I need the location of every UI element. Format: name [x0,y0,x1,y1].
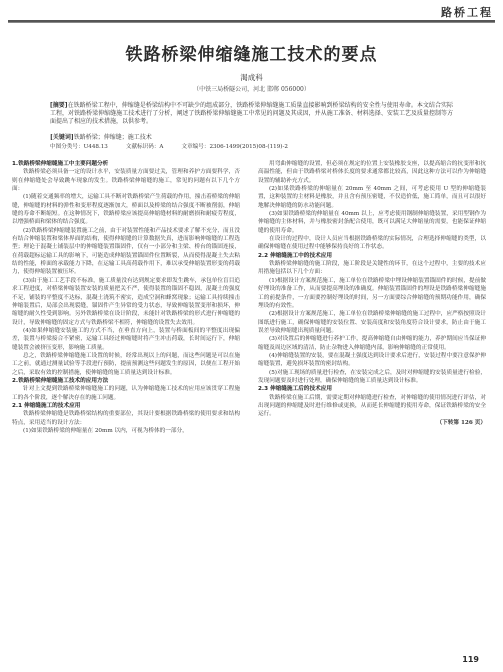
body-paragraph: 铁路桥梁伸缩缝的施工阶段，施工阶段是关键性的环节，在这个过程中，主要的技术应用措施包括以下几个方面： [258,261,486,276]
body-paragraph: (5)对施工现场的质量进行检查，在安装完成之后，及时对伸缩缝的安装质量进行检验，发现问题要及时进行处理，确保伸缩缝的施工质量达到设计标准。 [258,369,486,384]
body-paragraph: (2)根据设计方案规范施工，施工单位在铁路桥梁伸缩缝的施工过程中，应严格按照设计图纸进行施工，确保伸缩缝的安装位置、安装高度和安装角度符合设计要求，防止由于施工误差导致伸缩缝出现质量问题。 [258,311,486,334]
abstract [50,102,453,126]
document-code: 文献标识码：A [125,144,164,150]
abstract-text: 在铁路桥梁工程中，伸缩缝是桥梁结构中不可缺少的组成部分，铁路桥梁伸缩缝施工质量直接影响到桥梁结构的安全性与使用寿命。本文结合实际工程，对铁路桥梁伸缩缝施工技术进行了分析，阐述了铁路桥梁伸缩缝施工中常见的问题及其成因，并从施工准备、材料选择、安装工艺及质量控制等方面提出了相应的技术措施，以供参考。 [50,102,453,125]
body-paragraph: 总之，铁路桥梁伸缩缝施工设置的时候，经常出现以上的问题，而这些问题是可以在施工之前，就通过测量试验等手段进行预防，提前预测这些问题发生的原因，以便在工程开始之后，采取有效的控制措施，使伸缩缝的施工质量达到设计标准。 [12,352,240,376]
body-paragraph: 铁路桥梁伸缩缝是铁路桥梁结构的重要部位，其设计要根据铁路桥梁的使用要求和结构特点，采用适当的设计方法： [12,411,240,426]
journal-section-tag: 路桥工程 [441,6,493,19]
article-number: 文章编号：2306-1499(2015)08-(119)-2 [181,144,288,150]
section-heading: 2.3 伸缩缝施工后的技术应用 [258,386,333,393]
body-paragraph: (3)对设置后的伸缩缝进行养护工作，提高伸缩缝自由伸缩的能力，养护期间应当保证伸缩缝及周边区域的清洁，防止杂物进入伸缩缝内部，影响伸缩缝的正常使用。 [258,336,486,351]
body-paragraph: (3)如果铁路桥梁的伸缩量在 40mm 以上，应考虑使用钢制伸缩缝装置，采用型钢作为伸缩缝的主体材料，并与橡胶密封条配合使用，既可以满足大伸缩量的需要，也能保证伸缩缝的使用寿命。 [258,211,486,234]
section-heading: 1.铁路桥梁伸缩缝施工中主要问题分析 [12,161,109,167]
body-paragraph: (4)伸缩缝装置的安装，要在混凝土强度达到设计要求后进行，安装过程中要注意保护伸缩缝装置，避免损坏装置的密封结构。 [258,352,486,368]
section-heading: 2.铁路桥梁伸缩缝施工技术的应用方法 [12,377,109,384]
section-heading: 2.1 伸缩缝施工的技术应用 [12,402,81,409]
body-paragraph: (4)如果伸缩缝安装施工的方式不当，在垂直方向上，装置与桥面板间的平整度出现偏差，装置与桥梁接合不紧密，运输工具经过伸缩缝时将产生冲击荷载，长时间运行下，伸缩缝装置会被挤压变形，影响施工质量。 [12,327,240,351]
abstract-label: [摘要] [50,102,68,109]
body-paragraph: 在设计的过程中，设计人员应当根据铁路桥梁的实际情况，合理选择伸缩缝的类型，以确保伸缩缝在使用过程中能够保持良好的工作状态。 [258,236,486,251]
article-meta [50,142,453,150]
body-paragraph: 用弯曲伸缩缝的设置，但必须在规定的位置上安装橡胶支座，以提高缩合的抗变形和抗高温性能，但由于铁路桥梁对桥体长度的要求通常都比较高，因此这种方法可以作为伸缩缝设置的辅助补充方式。 [258,161,486,184]
clc-number: 中图分类号：U448.13 [50,144,108,150]
body-paragraph: 铁路桥梁必须具备一定的设计水平，安装质量方面要过关，管理和养护方面要科学，否则在伸缩缝处会导致跳车现象的发生。铁路桥梁伸缩缝的施工，常见的问题有以下几个方面： [12,169,240,193]
body-paragraph: (1)随着交通频率的增大，运输工具不断对铁路桥梁产生荷载的作用，撞击着桥梁的伸缩缝，伸缩缝的材料的弹性和变形程度逐渐加大，桥面以及桥梁的结合强度不断被削弱，伸缩缝的寿命不断缩短。在这种情况下，铁路桥梁应该提高伸缩缝材料的耐磨损和耐疲劳程度，以增强桥面和梁体的结合强度。 [12,194,240,226]
article-title: 铁路桥梁伸缩缝施工技术的要点 [125,45,378,65]
body-paragraph: (3)由于施工工艺手段不标准，施工质量没有达到规定要求即发生跳车，承包单位盲目追求工程进度，对桥梁伸缩装置安装的质量把关不严，使得装置的锚固不稳固，混凝土的强度不足，铺装的平整度不达标，混凝土浇筑不密实，造成空洞和蜂窝现象；运输工具持续撞击伸缩装置后，局部会出现裂缝，锚固件产生异常的受力状态，导致伸缩装置变形和损坏，伸缩缝的耐久性受到影响。另外铁路桥梁在设计阶段，未能针对铁路桥梁的形式进行伸缩缝的设计，导致伸缩缝的固定方式与铁路桥梁不相符，伸缩缝的设置失去效用。 [12,277,240,326]
keywords-label: [关键词] [50,134,74,141]
body-paragraph: 铁路桥梁在施工后期，需要定期对伸缩缝进行检查，对伸缩缝的使用情况进行评估，对出现问题的伸缩缝及时进行维修或更换，从而延长伸缩缝的使用寿命，保证铁路桥梁的安全运行。 [258,394,486,418]
continued-note: （下转第 126 页） [436,419,486,426]
affiliation: （中铁三局桥隧公司，河北 邯郸 056000） [193,86,310,93]
keywords [50,132,453,141]
body-paragraph: (1)如果铁路桥梁的伸缩量在 20mm 以内，可视为桥体的一部分， [23,428,188,434]
header-rule [8,20,495,23]
section-heading: 2.2 伸缩缝施工中的技术应用 [258,252,333,259]
body-paragraph: (1)根据设计方案规范施工，施工单位在铁路桥梁中埋设伸缩装置锚固件的时候，提前做好埋设的准备工作，从而要提高埋设的准确度。伸缩装置锚固件的埋设是铁路桥梁伸缩缝施工的前提条件，一方面要控制好埋设的时间，另一方面要综合伸缩缝的预期功能作用，确保埋设的有效性。 [258,277,486,309]
body-paragraph: 针对上文提到铁路桥梁伸缩缝施工的问题，认为伸缩缝施工技术的应用应该贯穿工程施工的各个阶段，逐个解决存在的施工问题。 [12,386,240,401]
body-column-left [12,160,240,652]
page-number: 119 [462,655,479,664]
body-column-right [258,160,486,652]
keywords-text: 铁路桥梁；伸缩缝；施工技术 [73,134,152,141]
author: 渴成科 [240,73,263,82]
body-paragraph: (2)铁路桥梁伸缩缝装置施工之前，由于对装置性能和产品技术要求了解不充分，而且没有结合伸缩装置和梁体界面的结构，使得伸缩缝的计算数据失真，进而影响伸缩缝的工程选型；理论于混凝土铺装层中的伸缩缝装置锚固件，仅有一小部分和主梁、桥台的锚固连接，在荷载超标运输工具的影响下，可能造成伸缩装置锚固件位置断裂，从而使得混凝土失去粘结的性能，桥面的承载能力下降，在运输工具高荷载作用下，难以承受伸缩装置形变的荷载力，使得伸缩装置被压坏。 [12,227,240,276]
body-paragraph: (2)如果铁路桥梁的伸缩量在 20mm 至 40mm 之间，可考虑使用 U 型的伸缩缝装置，这种装置的主材料是橡胶，并且含有预压密缝，不仅造价低，施工简单，而且可以很好地解决伸缩缝的防水功能问题。 [258,186,486,209]
